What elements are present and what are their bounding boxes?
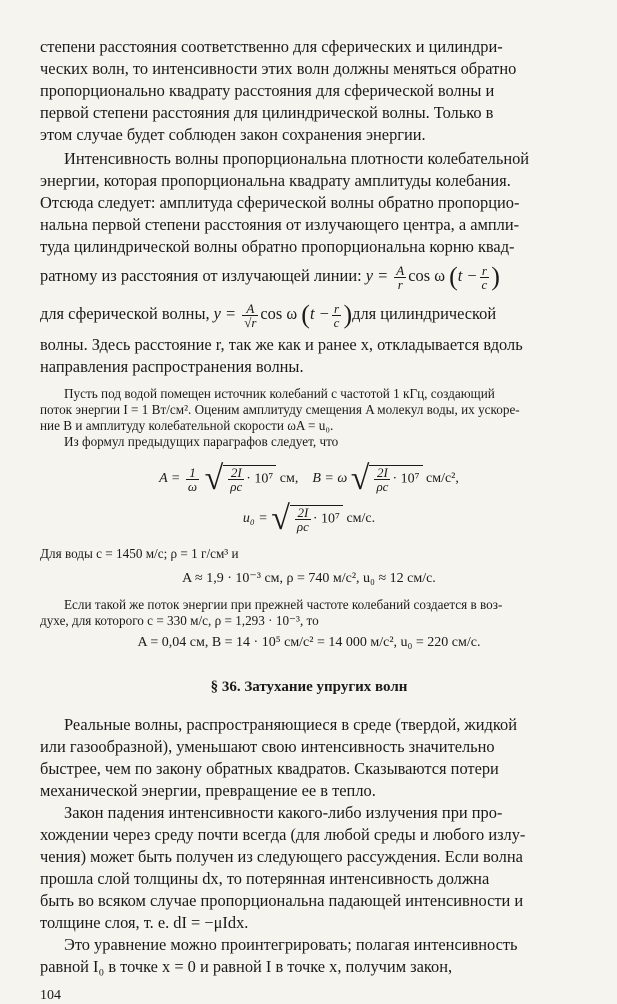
text-line: ческих волн, то интенсивности этих волн должны меняться обратно xyxy=(40,59,517,78)
radical: √ $\frac{2I}{\rho c}$ · 10⁷ xyxy=(351,460,423,498)
fraction-r-c xyxy=(480,264,490,291)
fraction-2i-rhoc xyxy=(228,466,244,493)
text-line: волны. Здесь расстояние r, так же как и ранее x, откладывается вдоль xyxy=(40,335,523,355)
text-line: степени расстояния соответственно для сферических и цилиндри- xyxy=(40,37,503,56)
text-line: быть во всяком случае пропорциональна падающей интенсивности и xyxy=(40,891,524,911)
equation-lead: для сферической волны, xyxy=(40,304,210,324)
frac-den: c xyxy=(481,276,488,292)
text-line: механической энергии, превращение ее в тепло. xyxy=(40,781,376,801)
text-line-with-equation: ратному из расстояния от излучающей линии: y = $\frac{A}{r}$ cos ω (t − $\frac{r}{c}$ ) xyxy=(40,262,500,292)
example-block xyxy=(40,386,578,651)
radicand-tail: · 10⁷ xyxy=(392,472,420,488)
frac-num: A xyxy=(396,262,405,278)
paragraph-3 xyxy=(40,714,578,802)
section-heading: § 36. Затухание упругих волн xyxy=(210,679,408,696)
frac-den: r xyxy=(397,276,403,292)
paragraph-4 xyxy=(40,802,578,934)
formula-b-unit: см/с², xyxy=(426,471,459,487)
eq-t: t − xyxy=(457,266,478,285)
fraction-2i-rhoc xyxy=(295,506,311,533)
radical: √ $\frac{2I}{\rho c}$ · 10⁷ xyxy=(205,460,277,498)
frac-num: 2I xyxy=(228,466,244,480)
formula-u0 xyxy=(40,500,578,538)
radicand-tail: · 10⁷ xyxy=(312,512,340,528)
fraction-2i-rhoc xyxy=(374,466,390,493)
air-result: A = 0,04 см, B = 14 · 10⁵ см/с² = 14 000 м/с², u₀ = 220 см/с. xyxy=(137,635,481,651)
text-line: нальна первой степени расстояния от излучающего центра, а ампли- xyxy=(40,215,520,234)
frac-num: 2I xyxy=(295,506,311,520)
fraction-a-r xyxy=(394,264,406,291)
text-line: духе, для которого c = 330 м/с, ρ = 1,293 · 10⁻³, то xyxy=(40,613,319,629)
frac-den: √r xyxy=(244,314,257,330)
text-line: этом случае будет соблюден закон сохранения энергии. xyxy=(40,125,426,144)
text-line: толщине слоя, т. е. dI = −μIdx. xyxy=(40,913,249,933)
text-line: ние B и амплитуду колебательной скорости ωA = u₀. xyxy=(40,418,334,434)
page-number: 104 xyxy=(40,988,61,1004)
text-line: Отсюда следует: амплитуда сферической волны обратно пропорцио- xyxy=(40,193,520,212)
eq-cos: cos ω xyxy=(260,304,298,324)
text-line: или газообразной), уменьшают свою интенсивность значительно xyxy=(40,737,495,757)
formula-a-unit: см, xyxy=(279,471,299,487)
fraction-r-c xyxy=(332,302,342,329)
formula-u-left: u₀ = xyxy=(242,511,272,527)
frac-num: r xyxy=(480,264,490,278)
text-line: Интенсивность волны пропорциональна плотности колебательной xyxy=(64,149,530,168)
text-line: Пусть под водой помещен источник колебаний с частотой 1 кГц, создающий xyxy=(64,386,495,402)
frac-num: A xyxy=(242,302,258,316)
text-line: Закон падения интенсивности какого-либо излучения при про- xyxy=(64,803,503,823)
frac-den: ρc xyxy=(296,519,309,535)
radical: √ $\frac{2I}{\rho c}$ · 10⁷ xyxy=(271,500,343,538)
text-line: направления распространения волны. xyxy=(40,357,304,377)
formula-a-left: A = xyxy=(159,471,184,487)
eq-y: y = xyxy=(365,266,393,285)
frac-num: 2I xyxy=(374,466,390,480)
paragraph-2 xyxy=(40,148,578,378)
formula-b-left: B = ω xyxy=(312,471,348,487)
text-line: Это уравнение можно проинтегрировать; полагая интенсивность xyxy=(64,935,518,955)
text-line: Если такой же поток энергии при прежней частоте колебаний создается в воз- xyxy=(64,597,503,613)
text-line: Из формул предыдущих параграфов следует, что xyxy=(64,434,339,450)
frac-den: c xyxy=(333,314,340,330)
text-line: пропорционально квадрату расстояния для сферической волны и xyxy=(40,81,495,100)
frac-den: ρc xyxy=(376,479,389,495)
text-line: поток энергии I = 1 Вт/см². Оценим амплитуду смещения A молекул воды, их ускоре- xyxy=(40,402,520,418)
text-line: туда цилиндрической волны обратно пропорциональна корню квад- xyxy=(40,237,515,256)
water-result: A ≈ 1,9 · 10⁻³ см, ρ = 740 м/с², u₀ ≈ 12 см/с. xyxy=(182,571,436,587)
formula-a-b xyxy=(40,460,578,498)
text-line: равной I₀ в точке x = 0 и равной I в точке x, получим закон, xyxy=(40,957,453,977)
paragraph-1 xyxy=(40,36,578,146)
paragraph-5 xyxy=(40,934,578,978)
frac-num: 1 xyxy=(186,466,199,480)
text-line: чения) может быть получен из следующего рассуждения. Если волна xyxy=(40,847,523,867)
eq-cos: cos ω xyxy=(408,266,445,285)
formula-u-unit: см/с. xyxy=(346,511,376,527)
frac-den: ω xyxy=(187,478,198,494)
water-line: Для воды c = 1450 м/с; ρ = 1 г/см³ и xyxy=(40,546,239,562)
fraction-a-sqrt-r xyxy=(242,302,258,329)
equation-tail: для цилиндрической xyxy=(352,304,497,324)
text-line: энергии, которая пропорциональна квадрату амплитуды колебания. xyxy=(40,171,511,190)
equation-lead: ратному из расстояния от излучающей линии: xyxy=(40,266,362,285)
text-line: первой степени расстояния для цилиндрической волны. Только в xyxy=(40,103,494,122)
text-line: Реальные волны, распространяющиеся в среде (твердой, жидкой xyxy=(64,715,517,735)
frac-den: ρc xyxy=(230,479,243,495)
page xyxy=(40,28,578,1004)
text-line-with-equation: для сферической волны, y = $\frac{A}{√r}$ cos ω (t − $\frac{r}{c}$ )для цилиндрической xyxy=(40,300,497,330)
text-line: хождении через среду почти всегда (для любой среды и любого излу- xyxy=(40,825,526,845)
eq-y: y = xyxy=(213,304,241,324)
radicand-tail: · 10⁷ xyxy=(246,472,274,488)
eq-t: t − xyxy=(309,304,330,324)
text-line: быстрее, чем по закону обратных квадратов. Сказываются потери xyxy=(40,759,499,779)
fraction-1-omega xyxy=(186,466,199,493)
frac-num: r xyxy=(332,302,342,316)
text-line: прошла слой толщины dx, то потерянная интенсивность должна xyxy=(40,869,490,889)
